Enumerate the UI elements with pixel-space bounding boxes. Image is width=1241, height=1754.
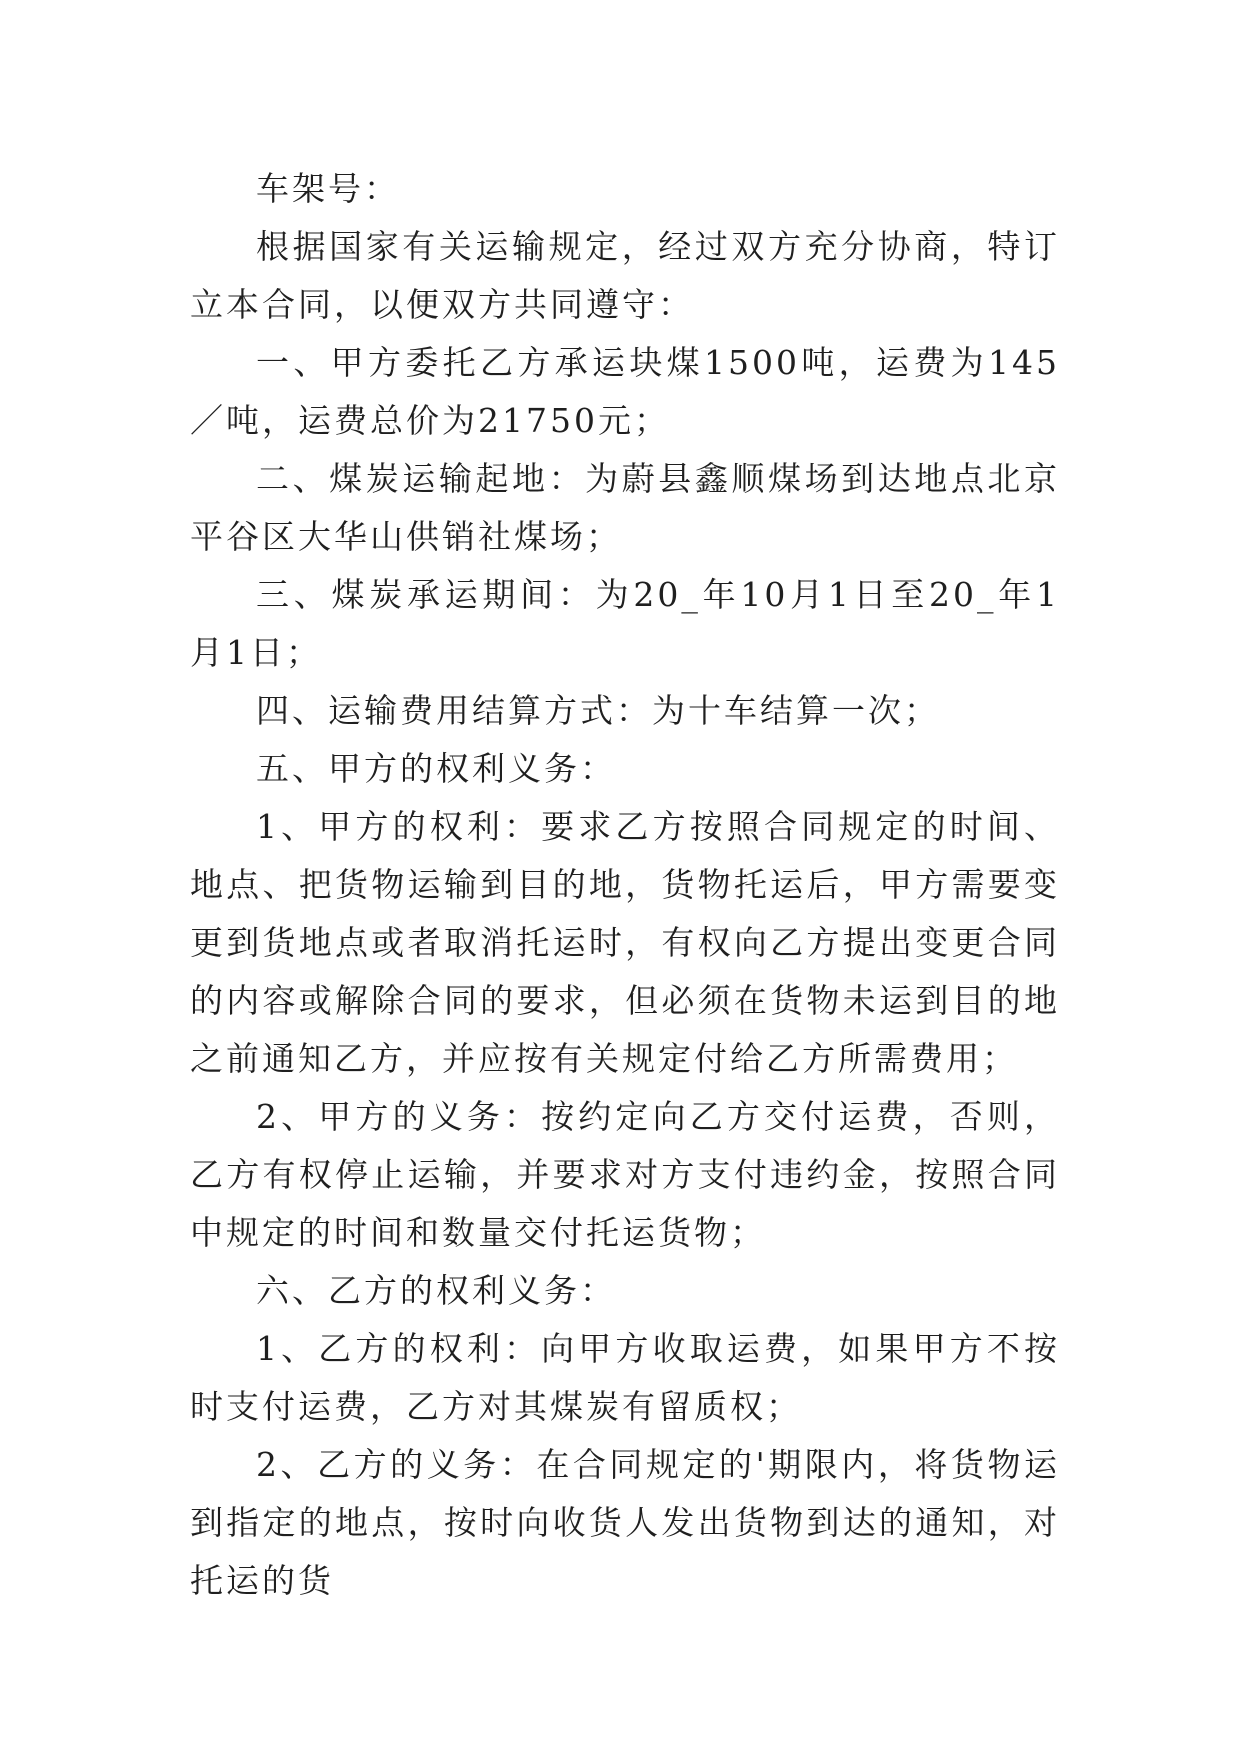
document-body bbox=[190, 160, 1060, 1610]
paragraph-clause-5-1: 1、甲方的权利：要求乙方按照合同规定的时间、地点、把货物运输到目的地，货物托运后，甲方需要变更到货地点或者取消托运时，有权向乙方提出变更合同的内容或解除合同的要求，但必须在货物未运到目的地之前通知乙方，并应按有关规定付给乙方所需费用； bbox=[190, 807, 1060, 1078]
paragraph-clause-1: 一、甲方委托乙方承运块煤1500吨，运费为145／吨，运费总价为21750元； bbox=[190, 343, 1060, 440]
paragraph-preamble: 根据国家有关运输规定，经过双方充分协商，特订立本合同，以便双方共同遵守： bbox=[190, 227, 1060, 324]
paragraph-clause-5-heading: 五、甲方的权利义务： bbox=[256, 749, 616, 788]
paragraph-clause-6-1: 1、乙方的权利：向甲方收取运费，如果甲方不按时支付运费，乙方对其煤炭有留质权； bbox=[190, 1329, 1060, 1426]
paragraph-clause-6-heading: 六、乙方的权利义务： bbox=[256, 1271, 616, 1310]
paragraph-clause-4: 四、运输费用结算方式：为十车结算一次； bbox=[256, 691, 940, 730]
paragraph-clause-5-2: 2、甲方的义务：按约定向乙方交付运费，否则，乙方有权停止运输，并要求对方支付违约金，按照合同中规定的时间和数量交付托运货物； bbox=[190, 1097, 1060, 1252]
paragraph-clause-6-2: 2、乙方的义务：在合同规定的'期限内，将货物运到指定的地点，按时向收货人发出货物到达的通知，对托运的货 bbox=[190, 1445, 1060, 1600]
paragraph-clause-2: 二、煤炭运输起地：为蔚县鑫顺煤场到达地点北京平谷区大华山供销社煤场； bbox=[190, 459, 1060, 556]
paragraph-vin: 车架号： bbox=[256, 169, 400, 208]
paragraph-clause-3: 三、煤炭承运期间：为20_年10月1日至20_年1月1日； bbox=[190, 575, 1060, 672]
